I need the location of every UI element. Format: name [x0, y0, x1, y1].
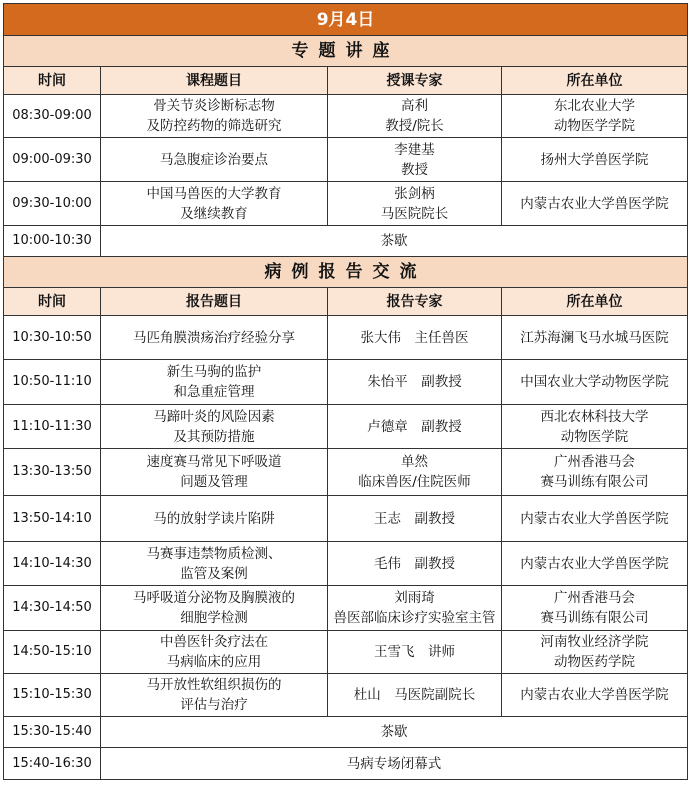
- topic-cell-line: 速度赛马常见下呼吸道: [146, 454, 282, 470]
- table-row: [4, 586, 688, 631]
- topic-cell: [101, 95, 328, 138]
- expert-cell-line: 高利: [401, 98, 428, 114]
- unit-cell-line: 内蒙古农业大学兽医学院: [520, 555, 669, 572]
- topic-cell-line: 中国马兽医的大学教育: [146, 185, 282, 202]
- topic-cell-line: 马蹄叶炎的风险因素: [153, 408, 275, 425]
- unit-cell: [502, 182, 688, 226]
- table-row: [4, 717, 688, 748]
- column-header: 报告题目: [101, 288, 328, 316]
- table-row: [4, 631, 688, 674]
- topic-cell-line: 及其预防措施: [173, 428, 255, 445]
- unit-cell-line: 西北农林科技大学: [540, 408, 649, 425]
- unit-cell-line: 内蒙古农业大学兽医学院: [520, 687, 669, 703]
- topic-cell: [101, 631, 328, 674]
- time-cell: 10:30-10:50: [4, 316, 101, 360]
- expert-cell-line: 王志 副教授: [374, 510, 455, 527]
- topic-cell-line: 评估与治疗: [180, 697, 248, 713]
- section-title: 病例报告交流: [4, 257, 688, 288]
- unit-cell: [502, 316, 688, 360]
- topic-cell-line: 马赛事违禁物质检测、: [146, 545, 282, 562]
- expert-cell-line: 李建基: [394, 141, 435, 158]
- topic-cell: [101, 405, 328, 449]
- column-header: 授课专家: [328, 67, 502, 95]
- topic-cell-line: 问题及管理: [180, 474, 248, 490]
- unit-cell-line: 江苏海澜飞马水城马医院: [520, 329, 669, 346]
- topic-cell-line: 马急腹症诊治要点: [160, 151, 268, 168]
- table-row: [4, 542, 688, 586]
- time-cell: 11:10-11:30: [4, 405, 101, 449]
- table-row: [4, 316, 688, 360]
- unit-cell-line: 中国农业大学动物医学院: [520, 374, 669, 390]
- topic-cell: [101, 360, 328, 405]
- column-header: 时间: [4, 67, 101, 95]
- schedule-table: [3, 3, 688, 780]
- unit-cell-line: 扬州大学兽医学院: [540, 151, 649, 168]
- expert-cell: [328, 316, 502, 360]
- unit-cell: [502, 631, 688, 674]
- expert-cell-line: 马医院院长: [380, 205, 449, 222]
- time-cell: 15:10-15:30: [4, 674, 101, 717]
- expert-cell: [328, 631, 502, 674]
- table-row: [4, 496, 688, 542]
- unit-cell: [502, 138, 688, 182]
- unit-cell-line: 河南牧业经济学院: [540, 634, 649, 650]
- table-row: [4, 138, 688, 182]
- time-cell: 15:40-16:30: [4, 748, 101, 780]
- expert-cell-line: 卢德章 副教授: [367, 418, 462, 435]
- section-title-row: [4, 36, 688, 67]
- expert-cell: [328, 138, 502, 182]
- time-cell: 13:30-13:50: [4, 449, 101, 496]
- unit-cell: [502, 95, 688, 138]
- unit-cell: [502, 449, 688, 496]
- column-header-row: [4, 288, 688, 316]
- expert-cell: [328, 182, 502, 226]
- unit-cell-line: 东北农业大学: [554, 98, 636, 114]
- unit-cell-line: 动物医药学院: [554, 654, 636, 670]
- expert-cell: [328, 360, 502, 405]
- unit-cell-line: 动物医学院: [560, 428, 629, 445]
- schedule-sheet: [3, 3, 687, 780]
- expert-cell-line: 刘雨琦: [394, 590, 435, 606]
- unit-cell-line: 内蒙古农业大学兽医学院: [520, 510, 669, 527]
- column-header: 时间: [4, 288, 101, 316]
- topic-cell-line: 马匹角膜溃疡治疗经验分享: [133, 329, 295, 346]
- topic-cell-line: 马病临床的应用: [166, 654, 262, 670]
- topic-cell-line: 及继续教育: [180, 205, 248, 222]
- unit-cell: [502, 360, 688, 405]
- unit-cell-line: 动物医学学院: [554, 118, 636, 134]
- unit-cell-line: 广州香港马会: [554, 590, 636, 606]
- unit-cell: [502, 674, 688, 717]
- topic-cell: [101, 674, 328, 717]
- table-row: [4, 226, 688, 257]
- unit-cell: [502, 405, 688, 449]
- topic-cell: [101, 542, 328, 586]
- expert-cell-line: 朱怡平 副教授: [367, 374, 462, 390]
- table-row: [4, 182, 688, 226]
- expert-cell-line: 王雪飞 讲师: [374, 644, 455, 660]
- expert-cell-line: 教授: [401, 161, 428, 178]
- time-cell: 08:30-09:00: [4, 95, 101, 138]
- table-row: [4, 405, 688, 449]
- expert-cell: [328, 674, 502, 717]
- table-row: [4, 674, 688, 717]
- topic-cell-line: 中兽医针灸疗法在: [160, 634, 268, 650]
- merged-cell: 茶歇: [101, 717, 688, 748]
- expert-cell: [328, 542, 502, 586]
- table-row: [4, 748, 688, 780]
- topic-cell: [101, 586, 328, 631]
- topic-cell-line: 骨关节炎诊断标志物: [153, 98, 275, 114]
- topic-cell-line: 马开放性软组织损伤的: [146, 677, 282, 693]
- topic-cell-line: 和急重症管理: [173, 384, 255, 400]
- time-cell: 14:50-15:10: [4, 631, 101, 674]
- unit-cell-line: 赛马训练有限公司: [540, 610, 649, 626]
- expert-cell-line: 临床兽医/住院医师: [358, 474, 471, 490]
- section-title-row: [4, 257, 688, 288]
- time-cell: 13:50-14:10: [4, 496, 101, 542]
- topic-cell-line: 监管及案例: [180, 565, 248, 582]
- expert-cell: [328, 405, 502, 449]
- expert-cell-line: 张大伟 主任兽医: [360, 329, 469, 346]
- time-cell: 14:30-14:50: [4, 586, 101, 631]
- column-header: 所在单位: [502, 288, 688, 316]
- topic-cell: [101, 138, 328, 182]
- time-cell: 09:00-09:30: [4, 138, 101, 182]
- section-title: 专题讲座: [4, 36, 688, 67]
- unit-cell: [502, 542, 688, 586]
- merged-cell: 马病专场闭幕式: [101, 748, 688, 780]
- topic-cell: [101, 182, 328, 226]
- table-row: [4, 95, 688, 138]
- expert-cell-line: 张剑柄: [394, 185, 435, 202]
- date-title: 9月4日: [4, 4, 688, 36]
- unit-cell-line: 赛马训练有限公司: [540, 474, 649, 490]
- expert-cell: [328, 95, 502, 138]
- expert-cell-line: 兽医部临床诊疗实验室主管: [333, 610, 496, 626]
- topic-cell-line: 马呼吸道分泌物及胸膜液的: [133, 590, 295, 606]
- expert-cell: [328, 449, 502, 496]
- topic-cell: [101, 449, 328, 496]
- expert-cell-line: 毛伟 副教授: [374, 555, 455, 572]
- expert-cell-line: 杜山 马医院副院长: [353, 687, 476, 703]
- column-header: 所在单位: [502, 67, 688, 95]
- table-row: [4, 360, 688, 405]
- topic-cell-line: 新生马驹的监护: [166, 364, 262, 380]
- expert-cell: [328, 496, 502, 542]
- time-cell: 09:30-10:00: [4, 182, 101, 226]
- topic-cell: [101, 316, 328, 360]
- unit-cell-line: 内蒙古农业大学兽医学院: [520, 195, 669, 212]
- time-cell: 10:50-11:10: [4, 360, 101, 405]
- expert-cell: [328, 586, 502, 631]
- merged-cell: 茶歇: [101, 226, 688, 257]
- time-cell: 10:00-10:30: [4, 226, 101, 257]
- unit-cell-line: 广州香港马会: [554, 454, 636, 470]
- topic-cell-line: 马的放射学读片陷阱: [153, 510, 275, 527]
- time-cell: 14:10-14:30: [4, 542, 101, 586]
- time-cell: 15:30-15:40: [4, 717, 101, 748]
- topic-cell: [101, 496, 328, 542]
- unit-cell: [502, 496, 688, 542]
- topic-cell-line: 及防控药物的筛选研究: [146, 118, 282, 134]
- column-header: 报告专家: [328, 288, 502, 316]
- column-header-row: [4, 67, 688, 95]
- date-row: [4, 4, 688, 36]
- expert-cell-line: 教授/院长: [385, 118, 444, 134]
- topic-cell-line: 细胞学检测: [180, 610, 248, 626]
- column-header: 课程题目: [101, 67, 328, 95]
- unit-cell: [502, 586, 688, 631]
- table-row: [4, 449, 688, 496]
- expert-cell-line: 单然: [401, 454, 428, 470]
